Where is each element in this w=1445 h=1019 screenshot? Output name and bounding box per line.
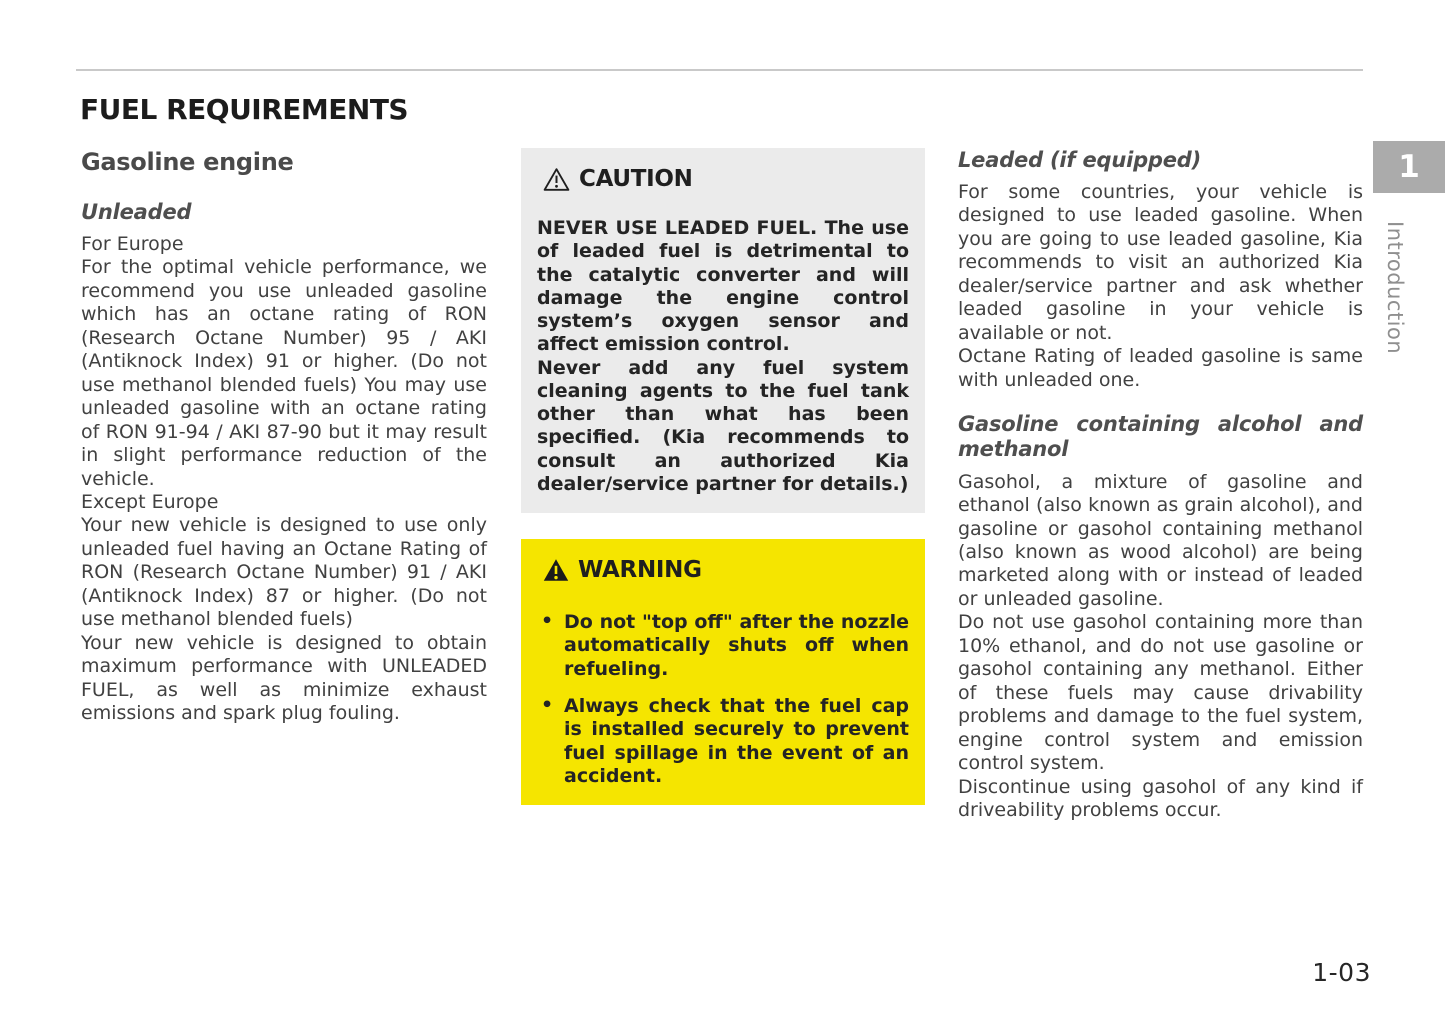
left-column	[81, 148, 487, 726]
caution-triangle-icon	[543, 167, 570, 192]
paragraph-for-europe: For the optimal vehicle performance, we recommend you use unleaded gasoline which has an octane rating of RON (Research Octane Number) 95 / AKI (Antiknock Index) 91 or higher. (Do not use methanol blended fuels) You may use unleaded gasoline with an octane rating of RON 91-94 / AKI 87-90 but it may result in slight performance reduction of the vehicle.	[81, 256, 487, 490]
warning-triangle-icon	[543, 558, 569, 582]
header-rule	[76, 69, 1363, 71]
middle-column	[521, 148, 925, 805]
subheading-unleaded: Unleaded	[81, 200, 192, 224]
caution-title: CAUTION	[579, 166, 693, 192]
subheading-leaded: Leaded (if equipped)	[958, 148, 1202, 172]
warning-bullet-1: • Do not "top off" after the nozzle automatically shuts off when refueling.	[537, 611, 909, 681]
warning-title: WARNING	[578, 557, 702, 584]
paragraph-except-europe-2: Your new vehicle is designed to obtain maximum performance with UNLEADED FUEL, as well as minimize exhaust emissions and spark plug fouling.	[81, 631, 487, 725]
label-for-europe: For Europe	[81, 233, 184, 255]
warning-title-row	[543, 557, 909, 583]
subheading-gasohol: Gasoline containing alcohol and methanol	[958, 412, 1363, 461]
paragraph-leaded-2: Octane Rating of leaded gasoline is same with unleaded one.	[958, 345, 1363, 391]
paragraph-except-europe-1: Your new vehicle is designed to use only unleaded fuel having an Octane Rating of RON (Research Octane Number) 91 / AKI (Antiknock Index) 87 or higher. (Do not use methanol blended fuels)	[81, 514, 487, 631]
caution-body	[537, 217, 909, 496]
caution-title-row	[543, 166, 909, 192]
right-column	[958, 148, 1363, 822]
caution-paragraph-1: NEVER USE LEADED FUEL. The use of leaded fuel is detrimental to the catalytic converter and will damage the engine control system’s oxygen sensor and affect emission control.	[537, 217, 909, 356]
chapter-number-tab: 1	[1373, 141, 1445, 193]
section-heading-gasoline-engine: Gasoline engine	[81, 148, 294, 176]
paragraph-gasohol-3: Discontinue using gasohol of any kind if driveability problems occur.	[958, 775, 1363, 821]
page-number: 1-03	[1312, 958, 1371, 987]
label-except-europe: Except Europe	[81, 490, 219, 513]
caution-paragraph-2: Never add any fuel system cleaning agents to the fuel tank other than what has been specified. (Kia recommends to consult an authorized Kia dealer/service partner for details.)	[537, 356, 909, 495]
warning-body	[537, 611, 909, 788]
warning-box	[521, 539, 925, 805]
paragraph-gasohol-2: Do not use gasohol containing more than 10% ethanol, and do not use gasoline or gasohol containing any methanol. Either of these fuels may cause drivability problems and damage to the fuel system, engine control system and emission control system.	[958, 611, 1363, 775]
page-title: FUEL REQUIREMENTS	[80, 93, 409, 126]
paragraph-leaded-1: For some countries, your vehicle is designed to use leaded gasoline. When you are going to use leaded gasoline, Kia recommends to visit an authorized Kia dealer/service partner and ask whether leaded gasoline in your vehicle is available or not.	[958, 181, 1363, 344]
paragraph-gasohol-1: Gasohol, a mixture of gasoline and ethanol (also known as grain alcohol), and gasoline or gasohol containing methanol (also known as wood alcohol) are being marketed along with or instead of leaded or unleaded gasoline.	[958, 470, 1363, 610]
warning-bullet-2: • Always check that the fuel cap is installed securely to prevent fuel spillage in the event of an accident.	[537, 695, 909, 788]
chapter-name-vertical-label: Introduction	[1383, 221, 1407, 355]
caution-box	[521, 148, 925, 513]
